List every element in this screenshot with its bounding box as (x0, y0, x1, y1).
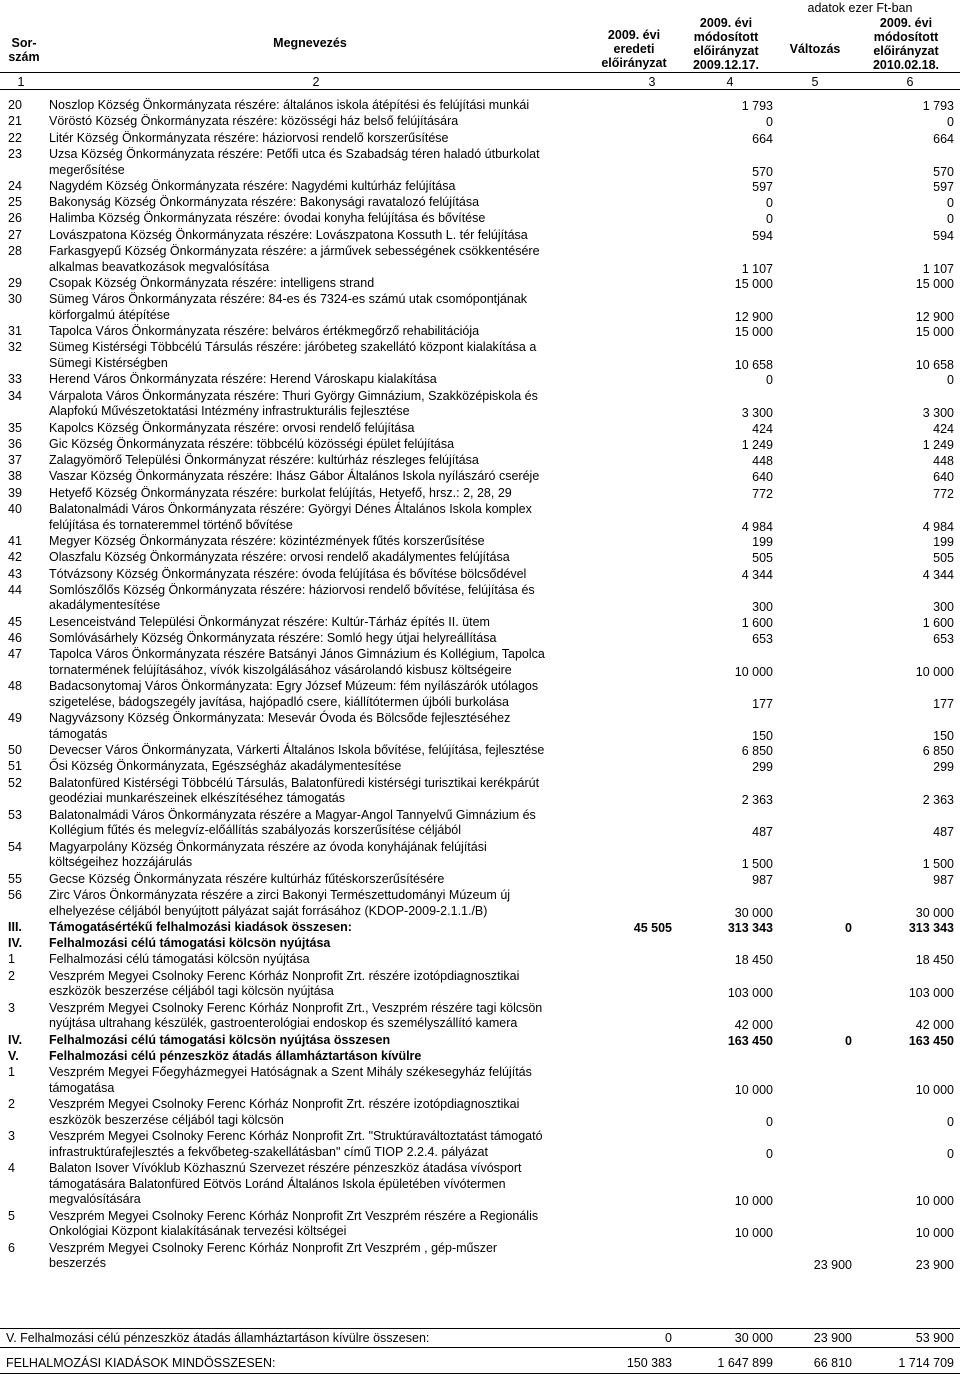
column-number: 3 (648, 75, 656, 89)
value-new: 299 (933, 760, 954, 775)
column-number: 4 (726, 75, 734, 89)
value-modified: 772 (752, 486, 773, 501)
value-modified: 10 000 (734, 1194, 773, 1209)
total-v-original: 0 (665, 1331, 672, 1345)
row-number: 23 (8, 146, 22, 161)
row-description: Noszlop Község Önkormányzata részére: általános iskola átépítési és felújítási munkái (49, 98, 530, 112)
row-description: Zalagyömörő Települési Önkormányzat részére: kultúrház részleges felújítása (49, 453, 479, 468)
value-new: 664 (933, 131, 954, 146)
value-new: 103 000 (908, 986, 954, 1001)
row-description: nyújtása ultrahang készülék, gastroenterológiai endoskop és személyszállító kamera (49, 1016, 518, 1031)
column-number: 1 (17, 75, 25, 89)
value-modified: 987 (752, 872, 773, 887)
column-number: 2 (312, 75, 320, 89)
value-new: 505 (933, 551, 954, 566)
row-description: eszközök beszerzése céljából tagi kölcsön (49, 1112, 284, 1127)
row-description: Veszprém Megyei Csolnoky Ferenc Kórház Nonprofit Zrt. részére izotópdiagnosztikai (49, 1097, 520, 1112)
header-divider (0, 72, 960, 73)
header-modified: 2009. évi módosított előirányzat 2009.12.17. (692, 16, 760, 72)
row-description: Tótvázsony Község Önkormányzata részére: óvoda felújítása és bővítése bölcsődével (49, 566, 527, 581)
value-modified: 597 (752, 179, 773, 194)
value-new: 0 (947, 196, 954, 211)
row-number: 47 (8, 647, 22, 662)
value-modified: 313 343 (727, 920, 773, 935)
value-modified: 177 (752, 696, 773, 711)
row-description: Veszprém Megyei Csolnoky Ferenc Kórház Nonprofit Zrt Veszprém , gép-műszer (49, 1240, 498, 1255)
row-description: Balaton Isover Vívóklub Közhasznú Szervezet részére pénzeszköz átadása vívósport (49, 1161, 522, 1176)
value-new: 300 (933, 600, 954, 615)
row-number: 41 (8, 533, 22, 548)
value-new: 640 (933, 470, 954, 485)
row-description: támogatás (49, 726, 108, 741)
value-modified: 4 984 (741, 519, 773, 534)
value-new: 1 249 (922, 437, 954, 452)
total-v-label: V. Felhalmozási célú pénzeszköz átadás államháztartáson kívülre összesen: (6, 1331, 430, 1345)
row-description: szigetelése, bádogszegély javítása, hajópadló csere, kiállítótermen újbóli burkolása (49, 694, 509, 709)
row-number: IV. (8, 936, 23, 951)
column-number-divider (0, 89, 960, 90)
row-number: 48 (8, 679, 22, 694)
row-description: Lovászpatona Község Önkormányzata részére: Lovászpatona Kossuth L. tér felújítása (49, 227, 528, 242)
value-modified: 10 000 (734, 665, 773, 679)
value-modified: 570 (752, 164, 773, 179)
row-description: Herend Város Önkormányzata részére: Herend Városkapu kialakítása (49, 372, 437, 387)
row-description: Hetyefő Község Önkormányzata részére: burkolat felújítás, Hetyefő, hrsz.: 2, 28, 29 (49, 485, 512, 500)
row-number: V. (8, 1048, 19, 1063)
value-modified: 18 450 (734, 953, 773, 968)
row-description: Veszprém Megyei Csolnoky Ferenc Kórház Nonprofit Zrt. "Struktúraváltoztatást támogató (49, 1129, 543, 1144)
row-number: 36 (8, 436, 22, 451)
row-description: Támogatásértékű felhalmozási kiadások összesen: (49, 919, 352, 934)
row-description: Veszprém Megyei Csolnoky Ferenc Kórház Nonprofit Zrt. részére izotópdiagnosztikai (49, 968, 520, 983)
row-description: megvalósítására (49, 1192, 141, 1207)
row-number: 51 (8, 759, 22, 774)
grand-total-new: 1 714 709 (898, 1356, 954, 1370)
total-v-change: 23 900 (813, 1331, 852, 1345)
column-number: 6 (906, 75, 914, 89)
row-description: Alapfokú Művészetoktatási Intézmény infrastrukturális fejlesztése (49, 404, 410, 419)
row-description: Felhalmozási célú pénzeszköz átadás államháztartáson kívülre (49, 1048, 422, 1063)
value-new: 10 000 (915, 1082, 954, 1097)
value-new: 10 000 (915, 1194, 954, 1209)
row-description: Nagyvázsony Község Önkormányzata: Mesevár Óvoda és Bölcsőde fejlesztéséhez (49, 711, 511, 726)
row-description: Balatonfüred Kistérségi Többcélú Társulás, Balatonfüredi kistérségi turisztikai kerékpárút (49, 775, 540, 790)
value-new: 4 984 (922, 519, 954, 534)
value-modified: 15 000 (734, 325, 773, 340)
value-new: 0 (947, 373, 954, 388)
row-description: Veszprém Megyei Főegyházmegyei Hatóságnak a Szent Mihály székesegyház felújítás (49, 1065, 532, 1080)
row-number: 52 (8, 775, 22, 790)
value-new: 987 (933, 872, 954, 887)
value-modified: 10 658 (734, 358, 773, 373)
row-description: Devecser Város Önkormányzata, Várkerti Általános Iskola bővítése, felújítása, fejlesztése (49, 743, 545, 758)
row-number: 49 (8, 711, 22, 726)
row-description: Balatonalmádi Város Önkormányzata részére a Magyar-Angol Tannyelvű Gimnázium és (49, 807, 536, 822)
row-number: 43 (8, 566, 22, 581)
row-description: Gecse Község Önkormányzata részére kultúrház fűtéskorszerűsítésére (49, 871, 445, 886)
value-new: 30 000 (915, 905, 954, 920)
column-number: 5 (811, 75, 819, 89)
value-new: 0 (947, 1114, 954, 1129)
total-v-top-rule (0, 1328, 960, 1329)
row-description: Onkológiai Központ kialakításának tervezési költségei (49, 1224, 347, 1239)
value-new: 10 000 (915, 1226, 954, 1241)
value-new: 150 (933, 728, 954, 743)
grand-total-change: 66 810 (813, 1356, 852, 1370)
header-change: Változás (789, 42, 841, 56)
row-description: Gic Község Önkormányzata részére: többcélú közösségi épület felújítása (49, 436, 455, 451)
row-description: Tapolca Város Önkormányzata részére Batsányi János Gimnázium és Kollégium, Tapolca (49, 647, 545, 662)
value-new: 23 900 (915, 1258, 954, 1273)
value-modified: 299 (752, 760, 773, 775)
value-modified: 1 249 (741, 437, 773, 452)
row-number: 45 (8, 614, 22, 629)
row-number: 26 (8, 211, 22, 226)
row-description: felújítása és tornateremmel történő bővítése (49, 517, 293, 532)
row-description: Farkasgyepű Község Önkormányzata részére: a járművek sebességének csökkentésére (49, 243, 540, 258)
row-number: 1 (8, 1065, 15, 1080)
value-new: 1 500 (922, 857, 954, 872)
row-description: támogatása (49, 1080, 115, 1095)
value-modified: 4 344 (741, 567, 773, 582)
value-modified: 163 450 (727, 1033, 773, 1048)
row-description: Ősi Község Önkormányzata, Egészségház akadálymentesítése (49, 759, 402, 774)
row-number: 6 (8, 1240, 15, 1255)
value-new: 313 343 (908, 920, 954, 935)
row-number: 40 (8, 502, 22, 516)
value-new: 6 850 (922, 744, 954, 759)
value-new: 424 (933, 421, 954, 436)
value-change: 0 (845, 1033, 852, 1048)
value-new: 772 (933, 486, 954, 501)
grand-total-bottom-rule (0, 1373, 960, 1374)
value-modified: 0 (766, 373, 773, 388)
row-description: Várpalota Város Önkormányzata részére: Thuri György Gimnázium, Szakközépiskola és (49, 388, 538, 403)
row-number: 38 (8, 469, 22, 484)
row-description: Felhalmozási célú támogatási kölcsön nyújtása összesen (49, 1032, 391, 1047)
row-number: 3 (8, 1129, 15, 1144)
value-new: 15 000 (915, 276, 954, 291)
row-description: Magyarpolány Község Önkormányzata részére az óvoda konyhájának felújítási (49, 839, 487, 854)
row-description: tornatermének felújításához, vívók kiszolgálásához vásárolandó kisbusz költségeire (49, 663, 512, 677)
value-modified: 0 (766, 196, 773, 211)
value-new: 570 (933, 164, 954, 179)
row-description: Somlóvásárhely Község Önkormányzata részére: Somló hegy útjai helyreállítása (49, 631, 497, 646)
row-number: 53 (8, 807, 22, 822)
row-number: 1 (8, 952, 15, 967)
value-modified: 30 000 (734, 905, 773, 920)
header-row-number: Sor- szám (8, 36, 40, 64)
value-new: 448 (933, 454, 954, 469)
row-description: Sümegi Kistérségben (49, 356, 168, 371)
row-number: 44 (8, 582, 22, 597)
row-number: 21 (8, 114, 22, 129)
header-name: Megnevezés (273, 36, 347, 50)
value-modified: 640 (752, 470, 773, 485)
value-modified: 150 (752, 728, 773, 743)
value-modified: 0 (766, 115, 773, 130)
row-number: 31 (8, 324, 22, 339)
row-description: geodéziai munkarészeinek elkészítéséhez támogatás (49, 791, 346, 806)
row-description: költségeihez hozzájárulás (49, 855, 193, 870)
row-description: beszerzés (49, 1256, 106, 1271)
row-number: 28 (8, 243, 22, 258)
value-original: 45 505 (633, 920, 672, 935)
row-description: támogatására Balatonfüred Eötvös Loránd Általános Iskola épületében vívótermen (49, 1176, 506, 1191)
row-description: akadálymentesítése (49, 598, 161, 613)
unit-note: adatok ezer Ft-ban (807, 1, 913, 15)
value-modified: 6 850 (741, 744, 773, 759)
total-v-new: 53 900 (915, 1331, 954, 1345)
row-description: Kapolcs Község Önkormányzata részére: orvosi rendelő felújítása (49, 420, 415, 435)
value-new: 163 450 (908, 1033, 954, 1048)
value-new: 4 344 (922, 567, 954, 582)
row-number: 2 (8, 1097, 15, 1112)
row-description: Veszprém Megyei Csolnoky Ferenc Kórház Nonprofit Zrt., Veszprém részére tagi kölcsön (49, 1000, 543, 1015)
row-description: alkalmas beavatkozások megvalósítása (49, 259, 270, 274)
value-new: 594 (933, 228, 954, 243)
value-new: 12 900 (915, 309, 954, 324)
value-new: 199 (933, 534, 954, 549)
value-new: 1 107 (922, 261, 954, 276)
row-number: 24 (8, 178, 22, 193)
row-description: Balatonalmádi Város Önkormányzata részére: Györgyi Dénes Általános Iskola komplex (49, 502, 532, 516)
value-modified: 2 363 (741, 793, 773, 808)
row-number: 42 (8, 550, 22, 565)
grand-total-label: FELHALMOZÁSI KIADÁSOK MINDÖSSZESEN: (6, 1356, 276, 1370)
value-modified: 12 900 (734, 309, 773, 324)
row-number: 55 (8, 871, 22, 886)
row-number: IV. (8, 1032, 23, 1047)
row-number: 32 (8, 340, 22, 355)
value-modified: 664 (752, 131, 773, 146)
value-modified: 1 793 (741, 99, 773, 113)
row-number: 5 (8, 1208, 15, 1223)
value-modified: 487 (752, 825, 773, 840)
value-new: 653 (933, 632, 954, 647)
value-modified: 10 000 (734, 1082, 773, 1097)
row-description: Badacsonytomaj Város Önkormányzata: Egry József Múzeum: fém nyílászárók utólagos (49, 679, 539, 694)
value-new: 3 300 (922, 406, 954, 421)
value-new: 10 658 (915, 358, 954, 373)
value-new: 0 (947, 115, 954, 130)
row-number: 20 (8, 98, 22, 112)
value-modified: 300 (752, 600, 773, 615)
row-description: Veszprém Megyei Csolnoky Ferenc Kórház Nonprofit Zrt Veszprém részére a Regionális (49, 1208, 539, 1223)
row-number: 34 (8, 388, 22, 403)
row-number: 30 (8, 292, 22, 307)
row-description: Sümeg Kistérségi Többcélú Társulás részére: járóbeteg szakellátó központ kialakítása a (49, 340, 537, 355)
value-new: 177 (933, 696, 954, 711)
row-description: Uzsa Község Önkormányzata részére: Petőfi utca és Szabadság téren haladó útburkolat (49, 146, 540, 161)
row-number: 2 (8, 968, 15, 983)
value-modified: 15 000 (734, 276, 773, 291)
row-number: 25 (8, 195, 22, 210)
row-number: III. (8, 919, 22, 934)
value-modified: 0 (766, 1114, 773, 1129)
row-number: 37 (8, 453, 22, 468)
row-description: Olaszfalu Község Önkormányzata részére: orvosi rendelő akadálymentes felújítása (49, 550, 510, 565)
grand-total-modified: 1 647 899 (717, 1356, 773, 1370)
value-modified: 505 (752, 551, 773, 566)
row-number: 54 (8, 839, 22, 854)
value-new: 42 000 (915, 1018, 954, 1033)
value-new: 1 600 (922, 615, 954, 630)
value-new: 597 (933, 179, 954, 194)
value-modified: 0 (766, 1146, 773, 1161)
value-modified: 3 300 (741, 406, 773, 421)
row-description: Zirc Város Önkormányzata részére a zirci Bakonyi Természettudományi Múzeum új (49, 887, 511, 902)
value-new: 0 (947, 212, 954, 227)
value-new: 487 (933, 825, 954, 840)
value-change: 0 (845, 920, 852, 935)
row-number: 46 (8, 631, 22, 646)
row-description: Vaszar Község Önkormányzata részére: Ihász Gábor Általános Iskola nyílászáró cseréje (49, 469, 540, 484)
row-description: Vöröstó Község Önkormányzata részére: közösségi ház belső felújítására (49, 114, 459, 129)
row-number: 39 (8, 485, 22, 500)
row-description: Tapolca Város Önkormányzata részére: belváros értékmegőrző rehabilitációja (49, 324, 480, 339)
value-modified: 103 000 (727, 986, 773, 1001)
row-number: 33 (8, 372, 22, 387)
header-original: 2009. évi eredeti előirányzat (601, 28, 667, 70)
total-v-bottom-rule (0, 1347, 960, 1348)
row-description: Kollégium fűtés és melegvíz-előállítás szabályozás korszerűsítése céljából (49, 823, 461, 838)
header-new: 2009. évi módosított előirányzat 2010.02.18. (872, 16, 940, 72)
row-description: Halimba Község Önkormányzata részére: óvodai konyha felújítása és bővítése (49, 211, 486, 226)
total-v-modified: 30 000 (734, 1331, 773, 1345)
value-new: 10 000 (915, 665, 954, 679)
value-modified: 448 (752, 454, 773, 469)
row-description: Felhalmozási célú támogatási kölcsön nyújtása (49, 936, 331, 951)
row-description: eszközök beszerzése céljából tagi kölcsön nyújtása (49, 984, 334, 999)
row-number: 29 (8, 275, 22, 290)
row-description: Bakonyság Község Önkormányzata részére: Bakonysági ravatalozó felújítása (49, 195, 480, 210)
row-number: 50 (8, 743, 22, 758)
row-number: 35 (8, 420, 22, 435)
value-new: 1 793 (922, 99, 954, 113)
row-description: Litér Község Önkormányzata részére: háziorvosi rendelő korszerűsítése (49, 130, 449, 145)
value-change: 23 900 (813, 1258, 852, 1273)
value-modified: 42 000 (734, 1018, 773, 1033)
value-modified: 1 107 (741, 261, 773, 276)
value-modified: 594 (752, 228, 773, 243)
value-new: 0 (947, 1146, 954, 1161)
row-description: Sümeg Város Önkormányzata részére: 84-es és 7324-es számú utak csomópontjának (49, 292, 528, 307)
value-new: 2 363 (922, 793, 954, 808)
row-description: Lesenceistvánd Települési Önkormányzat részére: Kultúr-Tárház építés II. ütem (49, 614, 490, 629)
row-description: Csopak Község Önkormányzata részére: intelligens strand (49, 275, 375, 290)
grand-total-original: 150 383 (626, 1356, 672, 1370)
value-modified: 10 000 (734, 1226, 773, 1241)
row-number: 27 (8, 227, 22, 242)
value-new: 15 000 (915, 325, 954, 340)
row-description: Nagydém Község Önkormányzata részére: Nagydémi kultúrház felújítása (49, 178, 456, 193)
row-number: 56 (8, 887, 22, 902)
value-modified: 1 500 (741, 857, 773, 872)
row-number: 4 (8, 1161, 15, 1176)
row-description: körforgalmú átépítése (49, 307, 170, 322)
row-description: elhelyezése céljából benyújtott pályázat saját forrásához (KDOP-2009-2.1.1./B) (49, 903, 488, 918)
row-description: megerősítése (49, 162, 125, 177)
row-description: Megyer Község Önkormányzata részére: közintézmények fűtés korszerűsítése (49, 533, 485, 548)
value-new: 18 450 (915, 953, 954, 968)
value-modified: 1 600 (741, 615, 773, 630)
value-modified: 199 (752, 534, 773, 549)
row-description: Felhalmozási célú támogatási kölcsön nyújtása (49, 952, 310, 967)
row-description: Somlószőlős Község Önkormányzata részére: háziorvosi rendelő bővítése, felújítása és (49, 582, 535, 597)
value-modified: 653 (752, 632, 773, 647)
row-number: 22 (8, 130, 22, 145)
value-modified: 0 (766, 212, 773, 227)
value-modified: 424 (752, 421, 773, 436)
row-description: infrastruktúrafejlesztés a fekvőbeteg-szakellátásban" című TIOP 2.2.4. pályázat (49, 1144, 488, 1159)
row-number: 3 (8, 1000, 15, 1015)
